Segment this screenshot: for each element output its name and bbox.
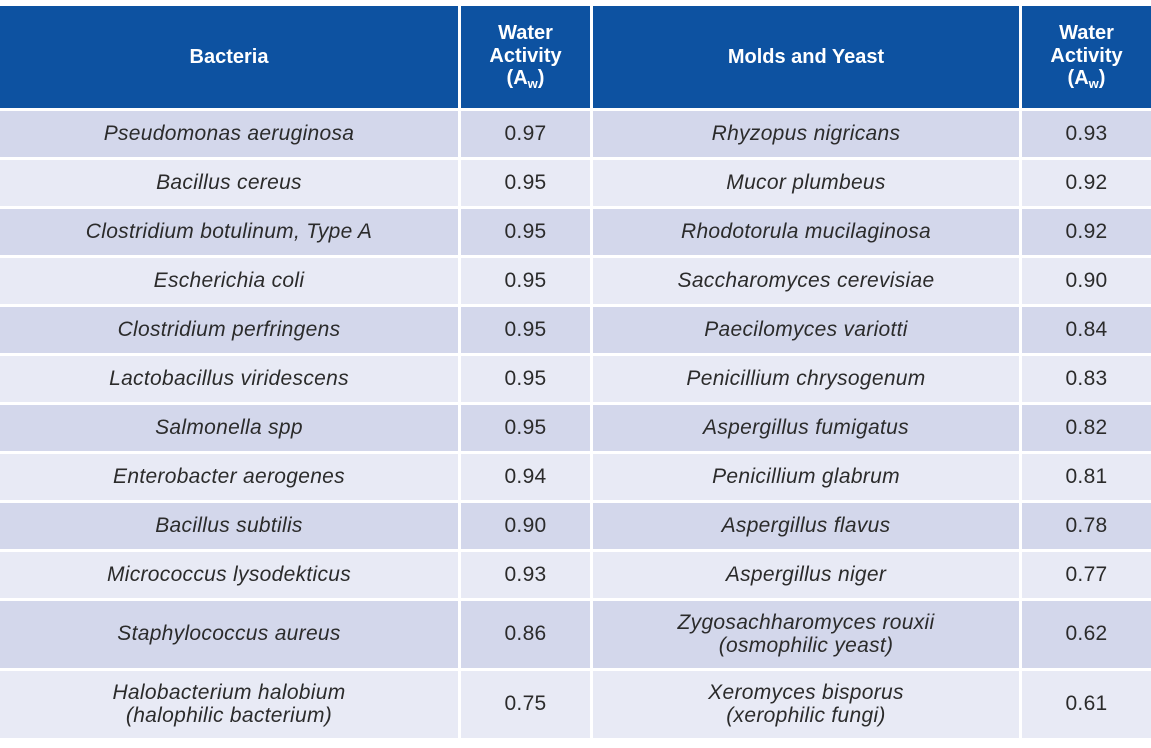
mold-aw-cell: 0.83 xyxy=(1022,356,1151,402)
mold-aw-cell: 0.61 xyxy=(1022,671,1151,738)
mold-aw-cell: 0.90 xyxy=(1022,258,1151,304)
mold-name-cell: Mucor plumbeus xyxy=(593,160,1019,206)
bacteria-name-cell: Enterobacter aerogenes xyxy=(0,454,458,500)
bacteria-aw-cell: 0.95 xyxy=(461,258,590,304)
mold-name-cell: Penicillium glabrum xyxy=(593,454,1019,500)
mold-aw-cell: 0.77 xyxy=(1022,552,1151,598)
mold-name-cell: Paecilomyces variotti xyxy=(593,307,1019,353)
mold-aw-cell: 0.81 xyxy=(1022,454,1151,500)
bacteria-name-cell: Staphylococcus aureus xyxy=(0,601,458,668)
aw-header-symbol: $(A_w)$ xyxy=(506,67,545,92)
mold-name-cell: Zygosachharomyces rouxii (osmophilic yeast) xyxy=(593,601,1019,668)
mold-name-cell: Saccharomyces cerevisiae xyxy=(593,258,1019,304)
bacteria-name-cell: Bacillus subtilis xyxy=(0,503,458,549)
aw-header-symbol: $(A_w)$ xyxy=(1067,67,1106,92)
bacteria-aw-cell: 0.95 xyxy=(461,356,590,402)
mold-aw-cell: 0.92 xyxy=(1022,160,1151,206)
bacteria-name-cell: Salmonella spp xyxy=(0,405,458,451)
mold-aw-cell: 0.62 xyxy=(1022,601,1151,668)
header-molds-yeast-label: Molds and Yeast xyxy=(727,45,885,68)
mold-name-cell: Rhyzopus nigricans xyxy=(593,111,1019,157)
aw-header-line1: Water xyxy=(1059,22,1114,45)
bacteria-aw-cell: 0.95 xyxy=(461,307,590,353)
mold-name-cell: Penicillium chrysogenum xyxy=(593,356,1019,402)
header-molds-yeast xyxy=(593,6,1019,108)
bacteria-name-cell: Micrococcus lysodekticus xyxy=(0,552,458,598)
bacteria-aw-cell: 0.95 xyxy=(461,160,590,206)
mold-aw-cell: 0.78 xyxy=(1022,503,1151,549)
bacteria-aw-cell: 0.97 xyxy=(461,111,590,157)
mold-name-cell: Aspergillus fumigatus xyxy=(593,405,1019,451)
bacteria-aw-cell: 0.75 xyxy=(461,671,590,738)
header-bacteria-label: Bacteria xyxy=(189,45,269,68)
bacteria-name-cell: Pseudomonas aeruginosa xyxy=(0,111,458,157)
aw-header-line2: Activity xyxy=(1050,44,1123,67)
header-bacteria-water-activity xyxy=(461,6,590,108)
mold-note: (osmophilic yeast) xyxy=(718,633,894,657)
bacteria-name-cell: Clostridium perfringens xyxy=(0,307,458,353)
header-molds-water-activity xyxy=(1022,6,1151,108)
bacteria-aw-cell: 0.95 xyxy=(461,209,590,255)
bacteria-aw-cell: 0.90 xyxy=(461,503,590,549)
bacteria-name-cell: Halobacterium halobium (halophilic bacterium) xyxy=(0,671,458,738)
water-activity-table xyxy=(0,6,1151,738)
mold-name-cell: Xeromyces bisporus (xerophilic fungi) xyxy=(593,671,1019,738)
mold-name-cell: Aspergillus flavus xyxy=(593,503,1019,549)
mold-name-cell: Aspergillus niger xyxy=(593,552,1019,598)
bacteria-aw-cell: 0.94 xyxy=(461,454,590,500)
mold-aw-cell: 0.84 xyxy=(1022,307,1151,353)
mold-name-cell: Rhodotorula mucilaginosa xyxy=(593,209,1019,255)
bacteria-aw-cell: 0.86 xyxy=(461,601,590,668)
bacteria-name-cell: Bacillus cereus xyxy=(0,160,458,206)
bacteria-name-cell: Lactobacillus viridescens xyxy=(0,356,458,402)
bacteria-note: (halophilic bacterium) xyxy=(125,703,333,727)
aw-header-line1: Water xyxy=(498,22,553,45)
bacteria-aw-cell: 0.93 xyxy=(461,552,590,598)
mold-aw-cell: 0.93 xyxy=(1022,111,1151,157)
bacteria-aw-cell: 0.95 xyxy=(461,405,590,451)
mold-aw-cell: 0.82 xyxy=(1022,405,1151,451)
bacteria-name-cell: Clostridium botulinum, Type A xyxy=(0,209,458,255)
aw-header-line2: Activity xyxy=(489,44,562,67)
bacteria-name-cell: Escherichia coli xyxy=(0,258,458,304)
mold-note: (xerophilic fungi) xyxy=(726,703,886,727)
mold-aw-cell: 0.92 xyxy=(1022,209,1151,255)
header-bacteria xyxy=(0,6,458,108)
